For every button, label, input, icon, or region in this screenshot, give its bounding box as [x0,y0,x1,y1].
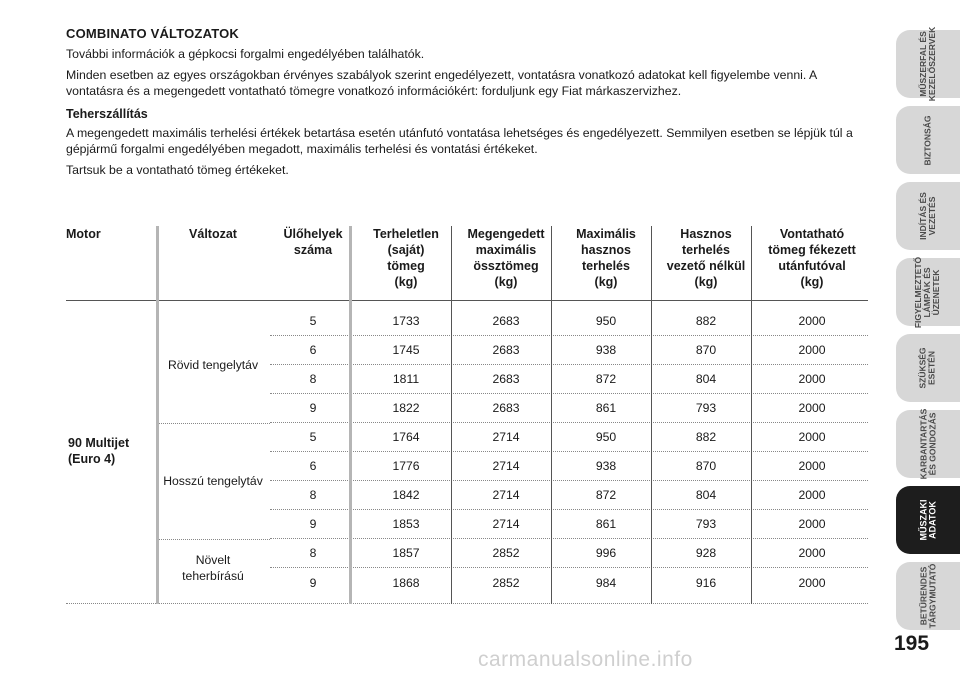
column-header [456,226,556,300]
chapter-tab[interactable] [896,106,960,174]
column-header [356,226,456,300]
table-cell: 9 [309,575,317,590]
variant-label-line: Rövid tengelytáv [167,358,259,372]
table-cell: 870 [695,459,717,473]
table-cell: 804 [695,488,717,502]
chapter-tab-label-line: SZÜKSÉG [918,347,928,389]
column-header-line: Vontatható [779,227,845,241]
table-cell: 1868 [392,575,420,590]
chapter-tab-label-line: BIZTONSÁG [922,115,933,165]
table-cell: 804 [695,372,717,386]
table-row [270,365,868,394]
table-cell: 2683 [492,372,520,386]
table-cell: 2000 [798,401,826,415]
column-header-line: Változat [189,227,237,241]
variant-label-line: Hosszú tengelytáv [163,474,263,488]
intro-paragraph-1: További információk a gépkocsi forgalmi engedélyében találhatók. [66,47,425,61]
table-header [66,226,868,301]
chapter-tab-label-line: ESETÉN [927,351,937,386]
column-header [270,226,356,300]
column-header-line: száma [293,243,333,257]
column-divider [451,226,452,604]
page-heading: COMBINATO VÁLTOZATOK [66,26,239,41]
table-row [270,510,868,539]
variant-label-line: teherbírású [182,569,244,583]
column-header-line: terhelés [582,259,630,273]
motor-label-line: (Euro 4) [68,452,116,466]
motor-label [68,435,129,467]
table-cell: 2000 [798,575,826,590]
table-cell: 1842 [392,488,420,502]
specification-table [66,226,868,604]
table-row [270,336,868,365]
table-cell: 882 [695,430,717,444]
chapter-tab-label-line: ÉS GONDOZÁS [927,412,938,476]
table-cell: 2000 [798,517,826,531]
table-cell: 870 [695,343,717,357]
column-divider [349,226,352,604]
chapter-tab[interactable] [896,334,960,402]
variant-label [156,539,270,597]
column-header [656,226,756,300]
table-cell: 950 [595,314,617,328]
column-header-line: Terheletlen [373,227,439,241]
table-cell: 2000 [798,488,826,502]
column-header-line: Maximális [576,227,636,241]
table-cell: 861 [595,517,617,531]
table-cell: 2683 [492,401,520,415]
table-cell: 2714 [492,488,520,502]
table-cell: 2000 [798,546,826,560]
chapter-tab-label-line: ÜZENETEK [931,269,942,315]
table-cell: 8 [309,372,317,386]
column-header-line: Megengedett [467,227,545,241]
chapter-tab-label [924,115,933,165]
table-cell: 2852 [492,575,520,590]
main-content [66,26,868,183]
table-cell: 1733 [392,314,420,328]
chapter-tab-label-line: KARBANTARTÁS [918,408,929,480]
table-cell: 861 [595,401,617,415]
chapter-tab-label-line: MŰSZERFAL ÉS [918,31,928,97]
table-cell: 2714 [492,459,520,473]
chapter-tab-label-line: MŰSZAKI [918,499,928,541]
table-cell: 6 [309,343,317,357]
column-header-line: Ülőhelyek [283,227,343,241]
table-cell: 2714 [492,517,520,531]
variant-column [156,301,270,603]
variant-label-line: Növelt [195,553,231,567]
table-row [270,568,868,597]
chapter-tab-label-line: BETŰRENDES [918,566,928,626]
table-row [270,452,868,481]
chapter-tab[interactable] [896,562,960,630]
column-header-line: (kg) [594,275,618,289]
table-cell: 2000 [798,430,826,444]
column-header [756,226,868,300]
column-header-line: maximális [475,243,537,257]
column-header-line: össztömeg [473,259,539,273]
chapter-tab-label [919,347,937,388]
column-header-line: utánfutóval [778,259,846,273]
chapter-tab-label-line: INDÍTÁS ÉS [917,192,928,240]
table-cell: 1811 [392,372,420,386]
table-cell: 793 [695,401,717,415]
column-header [156,226,270,300]
table-cell: 1745 [392,343,420,357]
watermark: carmanualsonline.info [478,648,693,671]
chapter-tab-label [919,409,937,480]
table-cell: 1776 [392,459,420,473]
chapter-tab-label-line: KEZELŐSZERVEK [927,26,937,102]
chapter-tab-label [919,500,937,541]
table-cell: 2000 [798,459,826,473]
table-row [270,423,868,452]
section-subheading: Teherszállítás [66,107,148,121]
chapter-tab[interactable] [896,486,960,554]
table-cell: 1764 [392,430,420,444]
table-cell: 1857 [392,546,420,560]
table-cell: 2683 [492,314,520,328]
chapter-tab[interactable] [896,410,960,478]
chapter-tab-label [919,564,937,629]
page-number: 195 [894,632,930,655]
table-cell: 872 [595,488,617,502]
column-header [556,226,656,300]
table-cell: 2714 [492,430,520,444]
column-header [66,226,156,300]
table-cell: 8 [309,546,317,560]
table-cell: 9 [309,401,317,415]
table-cell: 996 [595,546,617,560]
table-cell: 793 [695,517,717,531]
chapter-tab-label-line: LÁMPÁK ÉS [922,266,933,318]
table-cell: 6 [309,459,317,473]
table-cell: 938 [595,459,617,473]
chapter-tab-label [919,27,937,101]
column-divider [751,226,752,604]
column-header-line: terhelés [682,243,730,257]
table-cell: 5 [309,430,317,444]
load-paragraph: A megengedett maximális terhelési értékek betartása esetén utánfutó vontatása lehetséges és engedélyezett. Semmilyen esetben se lépjük túl a gépjármű forgalmi engedélyében megadott, maximális terhelési és vontatási értékeket. [66,126,853,156]
chapter-tab-label-line: ADATOK [927,501,937,539]
column-header-line: (saját) [387,243,425,257]
column-header-line: tömeg fékezett [768,243,856,257]
table-row [270,394,868,423]
column-divider [156,226,159,604]
table-cell: 2000 [798,314,826,328]
chapter-tab-label-line: TÁRGYMUTATÓ [927,563,937,629]
data-rows [270,301,868,603]
table-cell: 9 [309,517,317,531]
column-header-line: vezető nélkül [666,259,746,273]
table-cell: 2683 [492,343,520,357]
column-divider [551,226,552,604]
column-header-line: (kg) [800,275,824,289]
variant-label [156,307,270,423]
table-cell: 5 [309,314,317,328]
column-header-line: hasznos [580,243,631,257]
table-cell: 8 [309,488,317,502]
column-header-line: Motor [66,227,101,241]
column-header-line: tömeg [387,259,425,273]
chapter-tab-label-line: FIGYELMEZTETŐ [913,256,924,328]
table-cell: 2000 [798,343,826,357]
chapter-tab-label [915,256,942,327]
chapter-tab-label-line: VEZETÉS [926,196,937,236]
motor-label-line: 90 Multijet [68,436,130,450]
chapter-tab-label [919,192,937,240]
tow-paragraph: Tartsuk be a vontatható tömeg értékeket. [66,163,289,177]
table-cell: 1853 [392,517,420,531]
table-cell: 928 [695,546,717,560]
motor-column [66,301,156,603]
table-cell: 916 [695,575,717,590]
table-row [270,481,868,510]
table-cell: 2000 [798,372,826,386]
table-cell: 950 [595,430,617,444]
table-row [270,307,868,336]
column-divider [651,226,652,604]
variant-label [156,423,270,539]
chapter-tab[interactable] [896,182,960,250]
intro-paragraph-2: Minden esetben az egyes országokban érvényes szabályok szerint engedélyezett, vontatásra vonatkozó adatokat kell figyelembe venni. A vontatásra és a megengedett vontatható tömegre vonatkozó információkért: forduljunk egy Fiat márkaszervizhez. [66,68,817,98]
chapter-tab[interactable] [896,258,960,326]
table-body [66,301,868,604]
table-cell: 2852 [492,546,520,560]
table-cell: 1822 [392,401,420,415]
column-header-line: (kg) [694,275,718,289]
table-cell: 938 [595,343,617,357]
table-cell: 882 [695,314,717,328]
table-cell: 984 [595,575,617,590]
chapter-tab[interactable] [896,26,960,102]
table-cell: 872 [595,372,617,386]
column-header-line: Hasznos [680,227,732,241]
table-row [270,539,868,568]
column-header-line: (kg) [394,275,418,289]
column-header-line: (kg) [494,275,518,289]
